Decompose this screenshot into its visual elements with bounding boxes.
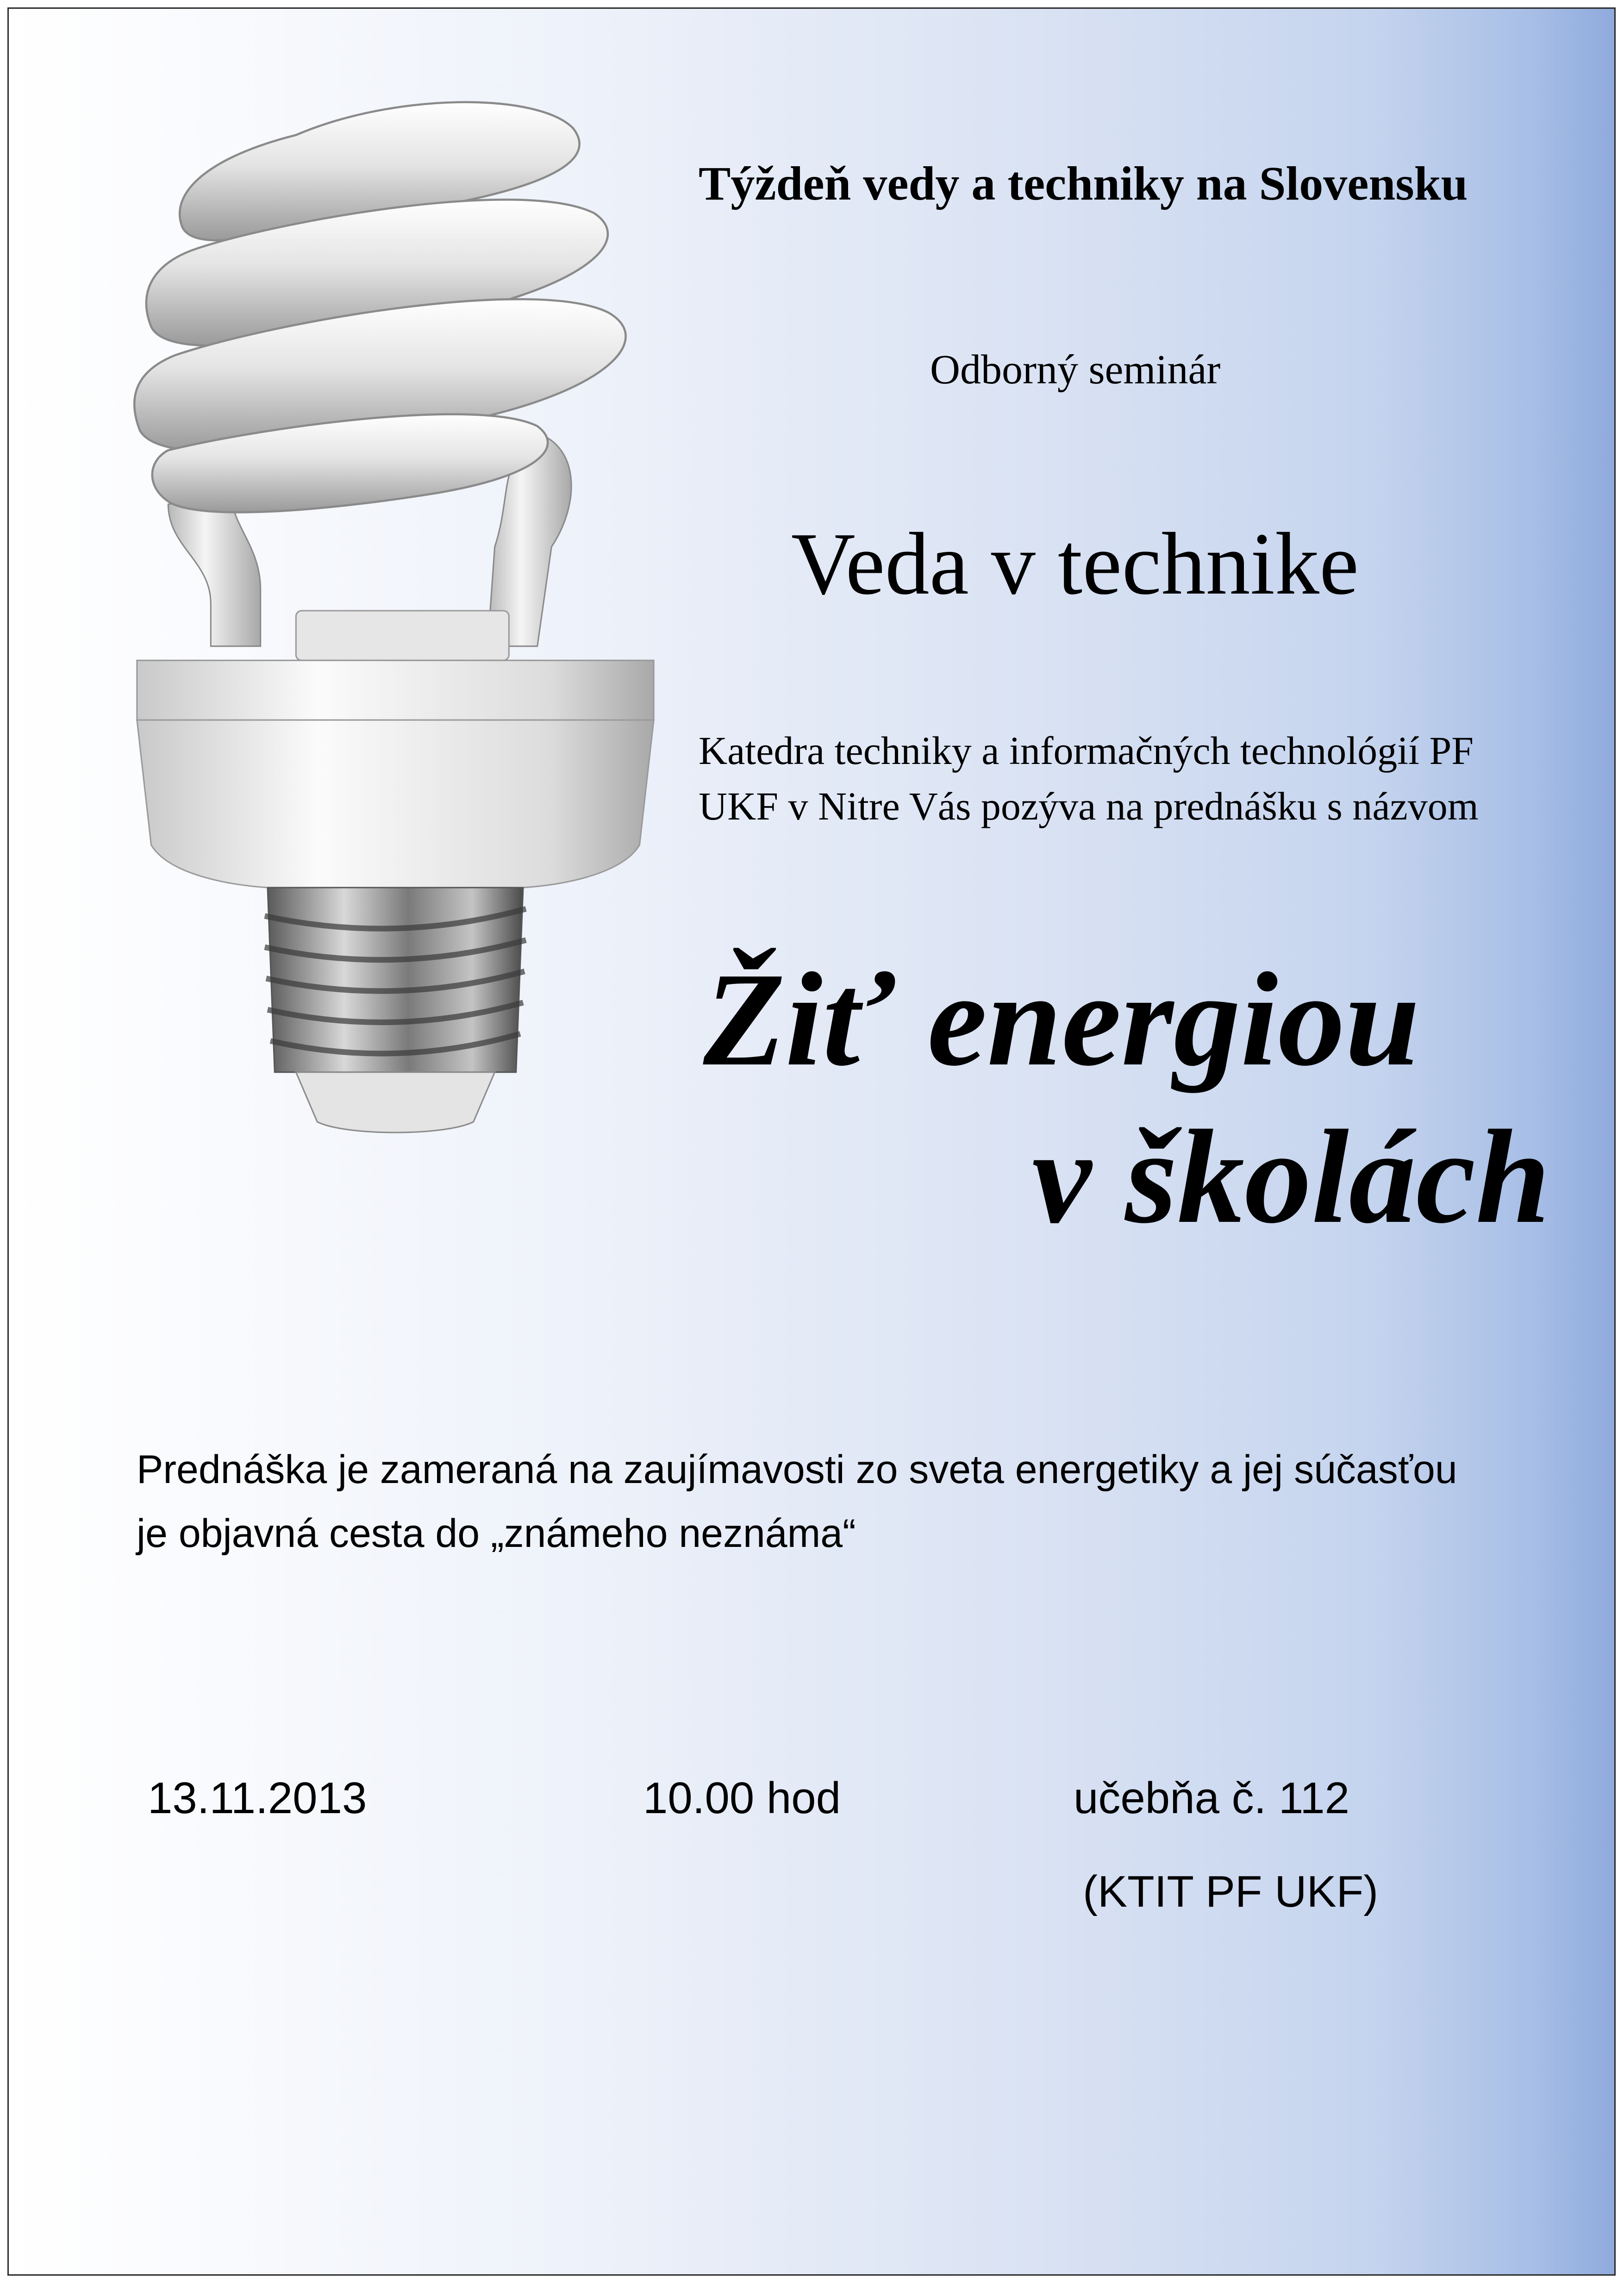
lecture-title-line-2: v školách — [1032, 1102, 1550, 1251]
invitation-line-1: Katedra techniky a informačných technológií PF — [699, 728, 1474, 773]
poster-page — [7, 7, 1616, 2276]
event-room: učebňa č. 112 — [1074, 1773, 1350, 1823]
event-time: 10.00 hod — [643, 1773, 841, 1823]
lecture-title-line-1: Žiť energiou — [703, 945, 1420, 1094]
event-date: 13.11.2013 — [148, 1773, 367, 1823]
seminar-type: Odborný seminár — [930, 347, 1221, 393]
cfl-light-bulb-icon — [111, 78, 680, 1143]
description-line-2: je objavná cesta do „známeho neznáma“ — [137, 1511, 856, 1556]
series-title: Veda v technike — [791, 514, 1359, 613]
invitation-line-2: UKF v Nitre Vás pozýva na prednášku s názvom — [699, 784, 1479, 828]
event-name: Týždeň vedy a techniky na Slovensku — [699, 157, 1468, 210]
description-line-1: Prednáška je zameraná na zaujímavosti zo sveta energetiky a jej súčasťou — [137, 1447, 1457, 1492]
event-room-note: (KTIT PF UKF) — [1083, 1867, 1379, 1916]
